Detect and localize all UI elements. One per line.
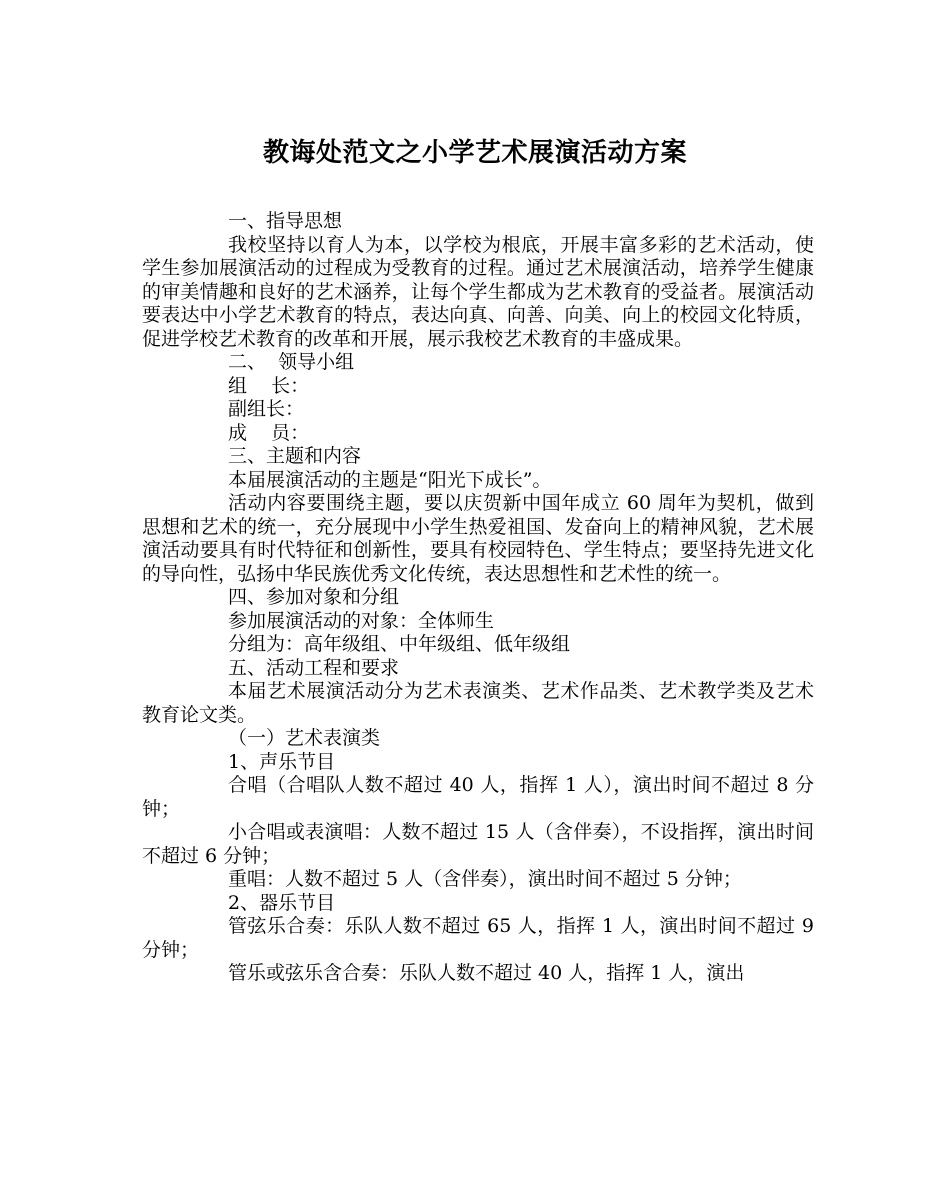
section-heading-guiding-ideology: 一、指导思想 [228, 210, 343, 232]
paragraph-participants: 参加展演活动的对象：全体师生 [228, 609, 495, 632]
paragraph-small-chorus: 小合唱或表演唱：人数不超过 15 人（含伴奏），不设指挥，演出时间不超过 6 分钟； [142, 821, 814, 867]
document-title: 教诲处范文之小学艺术展演活动方案 [262, 138, 687, 168]
section-heading-projects: 五、活动工程和要求 [228, 656, 400, 679]
paragraph-groups: 分组为：高年级组、中年级组、低年级组 [228, 633, 571, 655]
item-heading-vocal: 1、声乐节目 [228, 750, 336, 773]
paragraph-theme: 本届展演活动的主题是“阳光下成长”。 [228, 468, 552, 491]
paragraph-chorus: 合唱（合唱队人数不超过 40 人，指挥 1 人），演出时间不超过 8 分钟； [142, 774, 814, 820]
paragraph-orchestra: 管弦乐合奏：乐队人数不超过 65 人，指挥 1 人，演出时间不超过 9 分钟； [142, 915, 821, 961]
paragraph-wind-string: 管乐或弦乐含合奏：乐队人数不超过 40 人，指挥 1 人，演出 [228, 962, 745, 984]
leader-line: 组 长： [228, 374, 310, 397]
paragraph-ensemble-singing: 重唱：人数不超过 5 人（含伴奏），演出时间不超过 5 分钟； [228, 868, 742, 890]
deputy-leader-line: 副组长： [228, 398, 305, 420]
section-heading-leadership-group: 二、 领导小组 [228, 351, 355, 373]
subsection-heading-performance: （一）艺术表演类 [228, 727, 381, 749]
item-heading-instrumental: 2、器乐节目 [228, 891, 336, 914]
section-heading-participants: 四、参加对象和分组 [228, 586, 400, 608]
members-line: 成 员： [228, 421, 310, 444]
paragraph-guiding-ideology: 我校坚持以育人为本，以学校为根底，开展丰富多彩的艺术活动，使学生参加展演活动的过程成为受教育的过程。通过艺术展演活动，培养学生健康的审美情趣和良好的艺术涵养，让每个学生都成为艺术教育的受益者。展演活动要表达中小学艺术教育的特点，表达向真、向善、向美、向上的校园文化特质，促进学校艺术教育的改革和开展，展示我校艺术教育的丰盛成果。 [142, 233, 814, 350]
paragraph-categories: 本届艺术展演活动分为艺术表演类、艺术作品类、艺术教学类及艺术教育论文类。 [142, 680, 814, 726]
document-body [142, 210, 821, 986]
paragraph-content: 活动内容要围绕主题，要以庆贺新中国年成立 60 周年为契机，做到思想和艺术的统一，充分展现中小学生热爱祖国、发奋向上的精神风貌，艺术展演活动要具有时代特征和创新性，要具有校园特色、学生特点；要坚持先进文化的导向性，弘扬中华民族优秀文化传统，表达思想性和艺术性的统一。 [142, 492, 814, 585]
section-heading-theme: 三、主题和内容 [228, 445, 362, 467]
